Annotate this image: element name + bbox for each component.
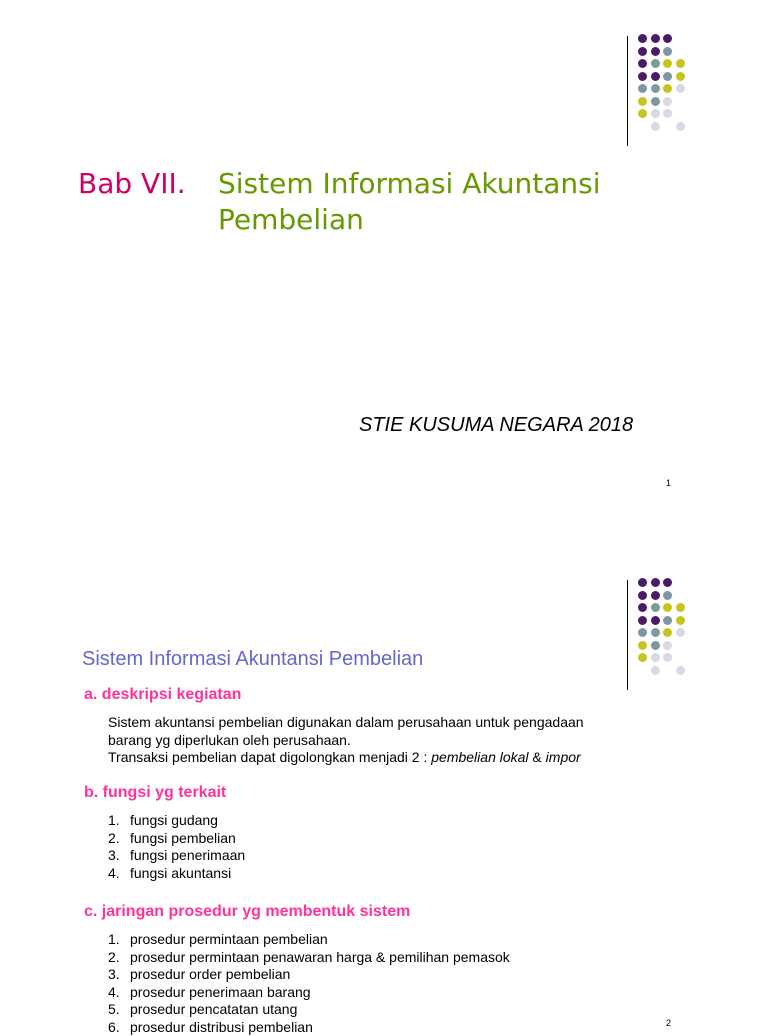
decorative-dot — [638, 109, 647, 118]
decorative-dot — [651, 97, 660, 106]
list-item: 2. fungsi pembelian — [108, 830, 245, 848]
decorative-dot-grid — [638, 34, 718, 144]
list-item-text: fungsi penerimaan — [130, 847, 245, 863]
paragraph-line: Sistem akuntansi pembelian digunakan dalam perusahaan untuk pengadaan — [108, 714, 584, 732]
decorative-dot — [651, 122, 660, 131]
section-c-heading: c. jaringan prosedur yg membentuk sistem — [84, 903, 410, 921]
decorative-dot — [663, 72, 672, 81]
decorative-dot — [638, 34, 647, 43]
emphasis-lokal: pembelian lokal — [431, 749, 528, 765]
decorative-dot — [651, 591, 660, 600]
list-item-text: prosedur permintaan pembelian — [130, 931, 328, 947]
decorative-dot — [651, 578, 660, 587]
decorative-dot — [676, 666, 685, 675]
decorative-dot — [651, 109, 660, 118]
section-a-paragraph — [108, 714, 584, 767]
decorative-dot — [651, 628, 660, 637]
list-item-text: fungsi gudang — [130, 812, 218, 828]
decorative-dot — [651, 59, 660, 68]
list-item-text: prosedur penerimaan barang — [130, 984, 311, 1000]
decorative-vertical-line — [627, 580, 628, 690]
decorative-dot — [638, 72, 647, 81]
slide-2 — [0, 560, 768, 1024]
decorative-dot — [663, 628, 672, 637]
decorative-dot — [663, 641, 672, 650]
decorative-vertical-line — [627, 36, 628, 146]
list-item-text: fungsi pembelian — [130, 830, 236, 846]
section-b-list — [108, 812, 245, 882]
list-item: 4. prosedur penerimaan barang — [108, 984, 510, 1002]
decorative-dot — [651, 84, 660, 93]
text-span: Transaksi pembelian dapat digolongkan menjadi 2 : — [108, 749, 431, 765]
title-line-2: Pembelian — [218, 202, 364, 238]
paragraph-line: barang yg diperlukan oleh perusahaan. — [108, 732, 584, 750]
decorative-dot — [651, 641, 660, 650]
slide-title: Sistem Informasi Akuntansi Pembelian — [82, 648, 423, 671]
slide-separator — [0, 541, 768, 559]
institution-subtitle: STIE KUSUMA NEGARA 2018 — [359, 414, 633, 437]
decorative-dot — [676, 603, 685, 612]
decorative-dot — [676, 59, 685, 68]
section-a-heading: a. deskripsi kegiatan — [84, 686, 241, 704]
decorative-dot — [663, 591, 672, 600]
decorative-dot — [676, 616, 685, 625]
decorative-dot — [638, 59, 647, 68]
decorative-dot — [638, 578, 647, 587]
decorative-dot — [651, 603, 660, 612]
list-item-text: fungsi akuntansi — [130, 865, 231, 881]
list-item: 5. prosedur pencatatan utang — [108, 1001, 510, 1019]
decorative-dot — [651, 666, 660, 675]
decorative-dot — [663, 109, 672, 118]
list-item-text: prosedur permintaan penawaran harga & pemilihan pemasok — [130, 949, 510, 965]
decorative-dot — [651, 72, 660, 81]
decorative-dot — [638, 97, 647, 106]
list-item-text: prosedur pencatatan utang — [130, 1001, 297, 1017]
decorative-dot — [676, 122, 685, 131]
decorative-dot-grid — [638, 578, 718, 688]
decorative-dot — [663, 47, 672, 56]
decorative-dot — [663, 34, 672, 43]
list-item: 1. prosedur permintaan pembelian — [108, 931, 510, 949]
page-number: 2 — [666, 1018, 671, 1028]
page-number: 1 — [666, 478, 671, 488]
list-item-text: prosedur order pembelian — [130, 966, 290, 982]
decorative-dot — [638, 84, 647, 93]
decorative-dot — [638, 591, 647, 600]
decorative-dot — [663, 84, 672, 93]
decorative-dot — [638, 641, 647, 650]
paragraph-line — [108, 749, 584, 767]
list-item: 1. fungsi gudang — [108, 812, 245, 830]
section-b-heading: b. fungsi yg terkait — [84, 784, 226, 802]
ampersand: & — [529, 749, 546, 765]
list-item: 4. fungsi akuntansi — [108, 865, 245, 883]
decorative-dot — [651, 47, 660, 56]
decorative-dot — [651, 653, 660, 662]
decorative-dot — [676, 72, 685, 81]
list-item: 6. prosedur distribusi pembelian — [108, 1019, 510, 1036]
decorative-dot — [663, 59, 672, 68]
decorative-dot — [663, 578, 672, 587]
emphasis-impor: impor — [546, 749, 581, 765]
list-item: 3. fungsi penerimaan — [108, 847, 245, 865]
decorative-dot — [638, 616, 647, 625]
decorative-dot — [651, 34, 660, 43]
decorative-dot — [663, 653, 672, 662]
decorative-dot — [663, 603, 672, 612]
section-c-list — [108, 931, 510, 1036]
list-item: 3. prosedur order pembelian — [108, 966, 510, 984]
decorative-dot — [676, 84, 685, 93]
slide-title — [78, 166, 186, 202]
list-item: 2. prosedur permintaan penawaran harga & pemilihan pemasok — [108, 949, 510, 967]
decorative-dot — [676, 628, 685, 637]
title-line-1: Sistem Informasi Akuntansi — [218, 166, 600, 202]
decorative-dot — [638, 47, 647, 56]
decorative-dot — [638, 628, 647, 637]
decorative-dot — [663, 616, 672, 625]
list-item-text: prosedur distribusi pembelian — [130, 1019, 313, 1035]
chapter-label: Bab VII. — [78, 167, 186, 200]
decorative-dot — [638, 653, 647, 662]
decorative-dot — [663, 97, 672, 106]
decorative-dot — [651, 616, 660, 625]
decorative-dot — [638, 603, 647, 612]
